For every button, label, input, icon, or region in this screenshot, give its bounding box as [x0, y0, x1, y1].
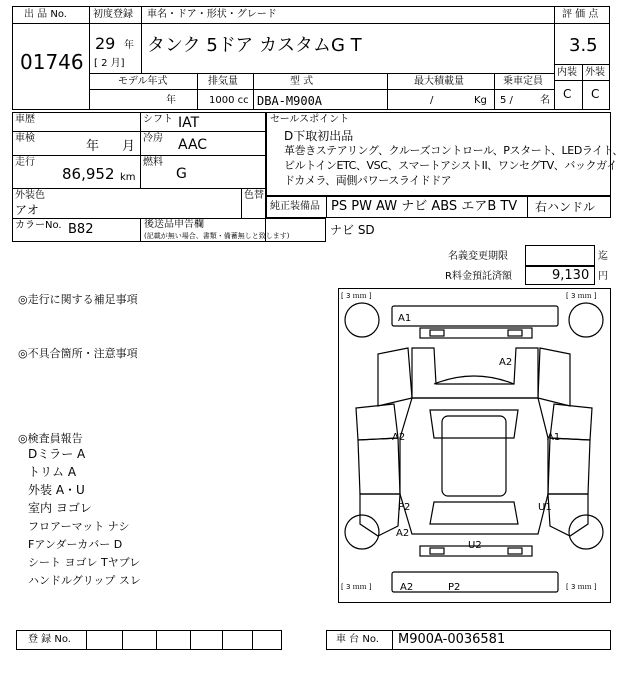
year-unit: 年: [124, 40, 134, 51]
post-delivery-note: (記載が無い場合、書類・備蓄無しと致します): [144, 232, 290, 240]
damage-mark-hood: A2: [499, 357, 513, 368]
inspector-report-line: 外装 A・U: [28, 483, 85, 497]
ac-label: 冷房: [143, 133, 163, 144]
sales-point-line: 革巻きステアリング、クルーズコントロール、Pスタート、LEDライト、: [284, 144, 623, 157]
exterior-color-label: 外装色: [15, 190, 45, 201]
driving-supplement-heading: ◎走行に関する補足事項: [18, 293, 138, 306]
equipment-label: 純正装備品: [270, 201, 320, 212]
vehicle-name: タンク 5ドア カスタムG T: [147, 35, 362, 56]
recolor-label: 色替: [244, 190, 264, 201]
tire-depth-rear-left: [ 3 ｍｍ ]: [341, 583, 372, 591]
damage-mark-rear-bumper-p: P2: [448, 582, 461, 593]
inspector-report-line: 室内 ヨゴレ: [28, 501, 92, 515]
inspector-report-line: シート ヨゴレ Tヤブレ: [28, 556, 141, 569]
chassis-number-label: 車 台 No.: [336, 634, 379, 645]
overall-rating: 3.5: [569, 35, 598, 56]
capacity-value: 5 /: [500, 95, 513, 106]
chassis-number: M900A-0036581: [398, 632, 506, 647]
capacity-label: 乗車定員: [503, 76, 543, 87]
post-delivery-value: ナビ SD: [330, 223, 375, 237]
inspector-report-line: Fアンダーカバー D: [28, 538, 123, 551]
recycle-fee-label: R料金預託済額: [445, 271, 512, 282]
damage-mark-back-door: U2: [468, 540, 482, 551]
max-load-unit: Kg: [474, 95, 487, 106]
registration-year: 29: [95, 34, 116, 53]
inspector-report-line: ハンドルグリップ スレ: [28, 574, 141, 587]
damage-mark-front-bumper: A1: [398, 313, 412, 324]
damage-mark-left-front-door: A2: [392, 432, 406, 443]
steering-side: 右ハンドル: [535, 200, 596, 214]
defects-heading: ◎不具合箇所・注意事項: [18, 347, 138, 360]
car-diagram-frame: [338, 288, 611, 603]
exterior-grade: C: [591, 87, 600, 101]
damage-mark-left-rear: A2: [396, 528, 410, 539]
tire-depth-rear-right: [ 3 ｍｍ ]: [566, 583, 597, 591]
tire-depth-front-left: [ 3 ｍｍ ]: [341, 292, 372, 300]
history-label: 車歴: [15, 114, 35, 125]
tire-depth-front-right: [ 3 ｍｍ ]: [566, 292, 597, 300]
color-number-label: カラーNo.: [15, 220, 62, 231]
name-change-field: [525, 245, 595, 266]
mileage-value: 86,952: [62, 165, 115, 183]
recycle-fee-unit: 円: [598, 271, 608, 282]
damage-mark-right-rear-door: U1: [538, 502, 552, 513]
shaken-label: 車検: [15, 133, 35, 144]
inspector-report-line: Dミラー A: [28, 447, 86, 461]
damage-mark-rear-bumper-a: A2: [400, 582, 414, 593]
recycle-fee-value: 9,130: [552, 268, 590, 283]
shaken-year-unit: 年: [86, 139, 100, 154]
displacement-label: 排気量: [208, 76, 238, 87]
inspector-report-line: トリム A: [28, 465, 77, 479]
interior-grade: C: [563, 87, 572, 101]
sales-point-line: ビルトインETC、VSC、スマートアシストII、ワンセグTV、バックガイ: [284, 159, 618, 172]
displacement-value: 1000 cc: [209, 95, 249, 106]
inspector-report-heading: ◎検査員報告: [18, 432, 83, 445]
type-label: 型 式: [290, 76, 314, 87]
registration-month: [ 2 月]: [94, 58, 125, 69]
lot-number-label: 出 品 No.: [24, 9, 67, 20]
inspector-report-line: フロアーマット ナシ: [28, 520, 130, 533]
registration-number-label: 登 録 No.: [28, 634, 71, 645]
first-registration-label: 初度登録: [93, 9, 133, 20]
max-load-separator: /: [430, 95, 434, 106]
sales-points-label: セールスポイント: [270, 114, 350, 125]
model-year-unit: 年: [166, 95, 176, 106]
shift-value: IAT: [178, 115, 200, 131]
color-number: B82: [68, 222, 94, 237]
name-change-label: 名義変更期限: [448, 251, 508, 262]
sales-point-line: ドカメラ、両側パワースライドドア: [284, 174, 452, 187]
mileage-unit: km: [120, 172, 136, 183]
sales-point-line: D下取初出品: [284, 129, 354, 143]
exterior-color: アオ: [15, 203, 39, 217]
rating-label: 評 価 点: [562, 9, 599, 20]
post-delivery-label: 後送品申告欄: [144, 219, 204, 230]
fuel-label: 燃料: [143, 157, 163, 168]
fuel-value: G: [176, 166, 187, 182]
lot-number: 01746: [20, 50, 84, 74]
model-year-label: モデル年式: [118, 76, 168, 87]
damage-mark-left-rear-quarter: P2: [398, 502, 411, 513]
vehicle-name-label: 車名・ドア・形状・グレード: [147, 9, 277, 20]
exterior-grade-label: 外装: [585, 67, 605, 78]
max-load-label: 最大積載量: [414, 76, 464, 87]
name-change-unit: 迄: [598, 251, 608, 262]
car-diagram: [338, 288, 611, 603]
equipment-value: PS PW AW ナビ ABS エアB TV: [331, 199, 518, 214]
damage-mark-right-front-door: A1: [547, 432, 561, 443]
capacity-unit: 名: [540, 95, 550, 106]
interior-grade-label: 内装: [557, 67, 577, 78]
shift-label: シフト: [143, 114, 173, 125]
mileage-label: 走行: [15, 157, 35, 168]
model-type: DBA-M900A: [257, 94, 323, 108]
ac-value: AAC: [178, 137, 208, 153]
shaken-month-unit: 月: [122, 139, 136, 154]
